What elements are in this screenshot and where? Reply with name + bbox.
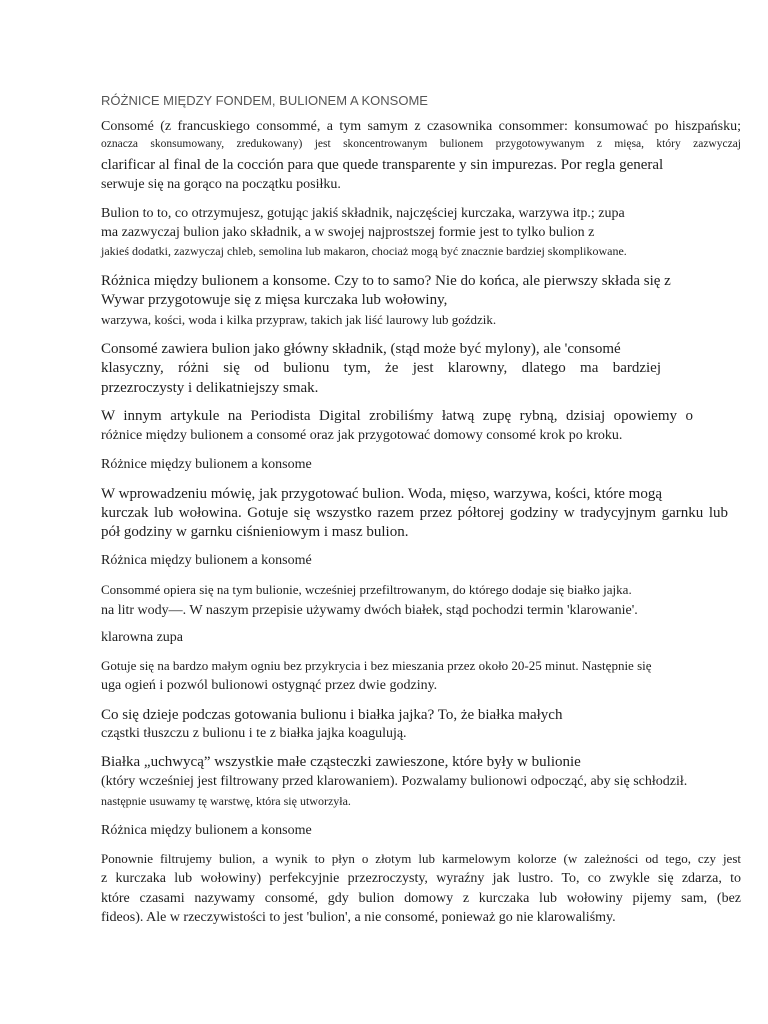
text-line: ma zazwyczaj bulion jako składnik, a w swojej najprostszej formie jest to tylko bulion z — [101, 225, 595, 240]
text-line: różnice między bulionem a consomé oraz jak przygotować domowy consomé krok po kroku. — [101, 428, 623, 443]
text-line: (który wcześniej jest filtrowany przed klarowaniem). Pozwalamy bulionowi odpocząć, aby się schłodził. — [101, 774, 688, 789]
text-line: następnie usuwamy tę warstwę, która się utworzyła. — [101, 794, 351, 808]
text-line: warzywa, kości, woda i kilka przypraw, takich jak liść laurowy lub goździk. — [101, 312, 497, 327]
text-line: klasyczny, różni się od bulionu tym, że jest klarowny, dlatego ma bardziej — [101, 360, 661, 376]
text-line: Gotuje się na bardzo małym ogniu bez przykrycia i bez mieszania przez około 20-25 minut. Następnie się — [101, 658, 652, 673]
text-line: Consomé (z francuskiego consommé, a tym samym z czasownika consommer: konsumować po hiszpańsku; — [101, 119, 741, 134]
text-line: Consomé zawiera bulion jako główny składnik, (stąd może być mylony), ale 'consomé — [101, 341, 621, 357]
text-line: W innym artykule na Periodista Digital zrobiliśmy łatwą zupę rybną, dzisiaj opowiemy o — [101, 408, 693, 424]
text-line: Bulion to to, co otrzymujesz, gotując jakiś składnik, najczęściej kurczaka, warzywa itp.; zupa — [101, 206, 625, 221]
text-line: fideos). Ale w rzeczywistości to jest 'bulion', a nie consomé, ponieważ go nie klarowaliśmy. — [101, 910, 616, 925]
page-title: RÓŻNICE MIĘDZY FONDEM, BULIONEM A KONSOME — [101, 93, 428, 108]
text-line: przezroczysty i delikatniejszy smak. — [101, 380, 319, 396]
text-line: Różnica między bulionem a konsome. Czy to to samo? Nie do końca, ale pierwszy składa się z — [101, 273, 671, 289]
section-heading: Różnica między bulionem a konsome — [101, 823, 312, 838]
text-line: Ponownie filtrujemy bulion, a wynik to płyn o złotym lub karmelowym kolorze (w zależności od tego, czy jest — [101, 851, 741, 866]
text-line: Białka „uchwycą” wszystkie małe cząsteczki zawieszone, które były w bulionie — [101, 754, 581, 770]
section-heading: klarowna zupa — [101, 630, 184, 645]
text-line: serwuje się na gorąco na początku posiłku. — [101, 177, 341, 192]
text-line: które czasami nazywamy consomé, gdy bulion domowy z kurczaka lub wołowiny pijemy sam, (bez — [101, 891, 741, 906]
text-line: jakieś dodatki, zazwyczaj chleb, semolina lub makaron, chociaż mogą być znacznie bardziej skomplikowane. — [101, 244, 627, 258]
text-line: Wywar przygotowuje się z mięsa kurczaka lub wołowiny, — [101, 292, 448, 308]
section-heading: Różnica między bulionem a konsomé — [101, 553, 312, 568]
text-line: z kurczaka lub wołowiny) perfekcyjnie przezroczysty, wyraźny jak lustro. To, co zwykle się zdarza, to — [101, 871, 741, 886]
section-heading: Różnice między bulionem a konsome — [101, 457, 312, 472]
text-line: kurczak lub wołowina. Gotuje się wszystko razem przez półtorej godziny w tradycyjnym garnku lub — [101, 505, 728, 521]
text-line: W wprowadzeniu mówię, jak przygotować bulion. Woda, mięso, warzywa, kości, które mogą — [101, 486, 663, 502]
text-line: oznacza skonsumowany, zredukowany) jest skoncentrowanym bulionem przygotowywanym z mięsa, który zazwyczaj — [101, 138, 741, 150]
text-line: cząstki tłuszczu z bulionu i te z białka jajka koagulują. — [101, 726, 407, 741]
text-line: na litr wody—. W naszym przepisie używamy dwóch białek, stąd pochodzi termin 'klarowanie'. — [101, 603, 638, 618]
text-line: uga ogień i pozwól bulionowi ostygnąć przez dwie godziny. — [101, 678, 438, 693]
text-line: clarificar al final de la cocción para que quede transparente y sin impurezas. Por regla general — [101, 157, 664, 173]
text-line: pół godziny w garnku ciśnieniowym i masz bulion. — [101, 524, 409, 540]
text-line: Co się dzieje podczas gotowania bulionu i białka jajka? To, że białka małych — [101, 707, 563, 723]
text-line: Consommé opiera się na tym bulionie, wcześniej przefiltrowanym, do którego dodaje się białko jajka. — [101, 582, 632, 597]
